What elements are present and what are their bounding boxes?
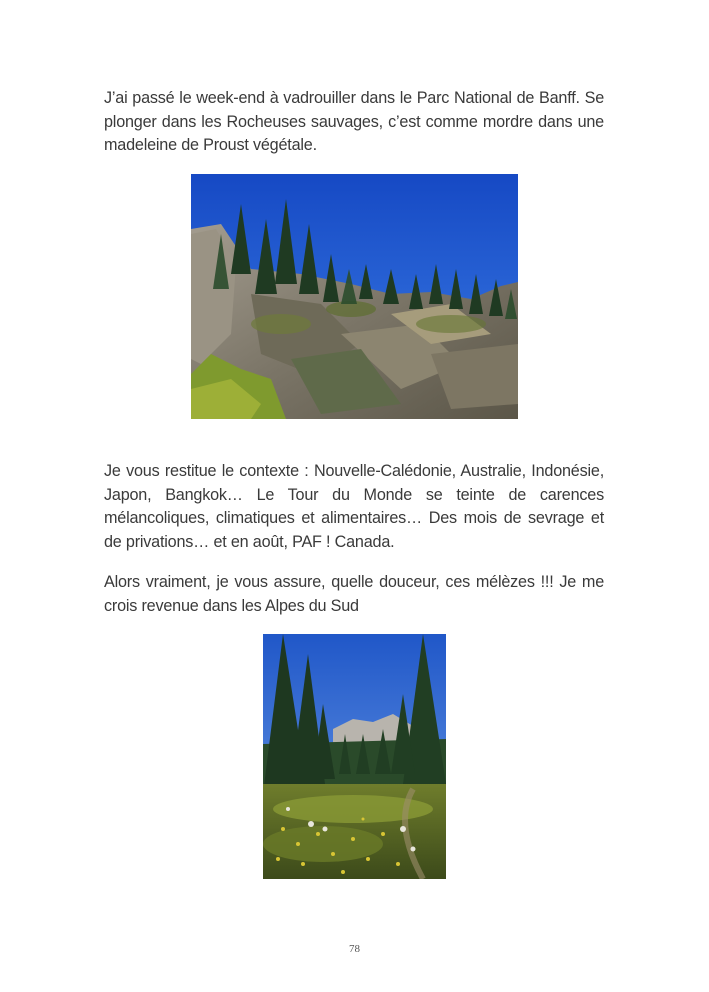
paragraph-larches: Alors vraiment, je vous assure, quelle douceur, ces mélèzes !!! Je me crois revenue dans les Alpes du Sud [104,573,604,615]
photo-rocky-slope-with-pines [191,174,518,419]
paragraph-context: Je vous restitue le contexte : Nouvelle-Calédonie, Australie, Indonésie, Japon, Bangkok… Le Tour du Monde se teinte de carences mélancoliques, climatiques et alimentaires… Des mois de sevrage et de privations… et en août, PAF ! Canada. [104,462,604,551]
page-number: 78 [349,943,360,955]
photo-larch-meadow-graphic [263,634,446,879]
photo-larch-meadow [263,634,446,879]
photo-rocky-slope-graphic [191,174,518,419]
paragraph-intro: J’ai passé le week-end à vadrouiller dans le Parc National de Banff. Se plonger dans les Rocheuses sauvages, c’est comme mordre dans une madeleine de Proust végétale. [104,89,604,154]
